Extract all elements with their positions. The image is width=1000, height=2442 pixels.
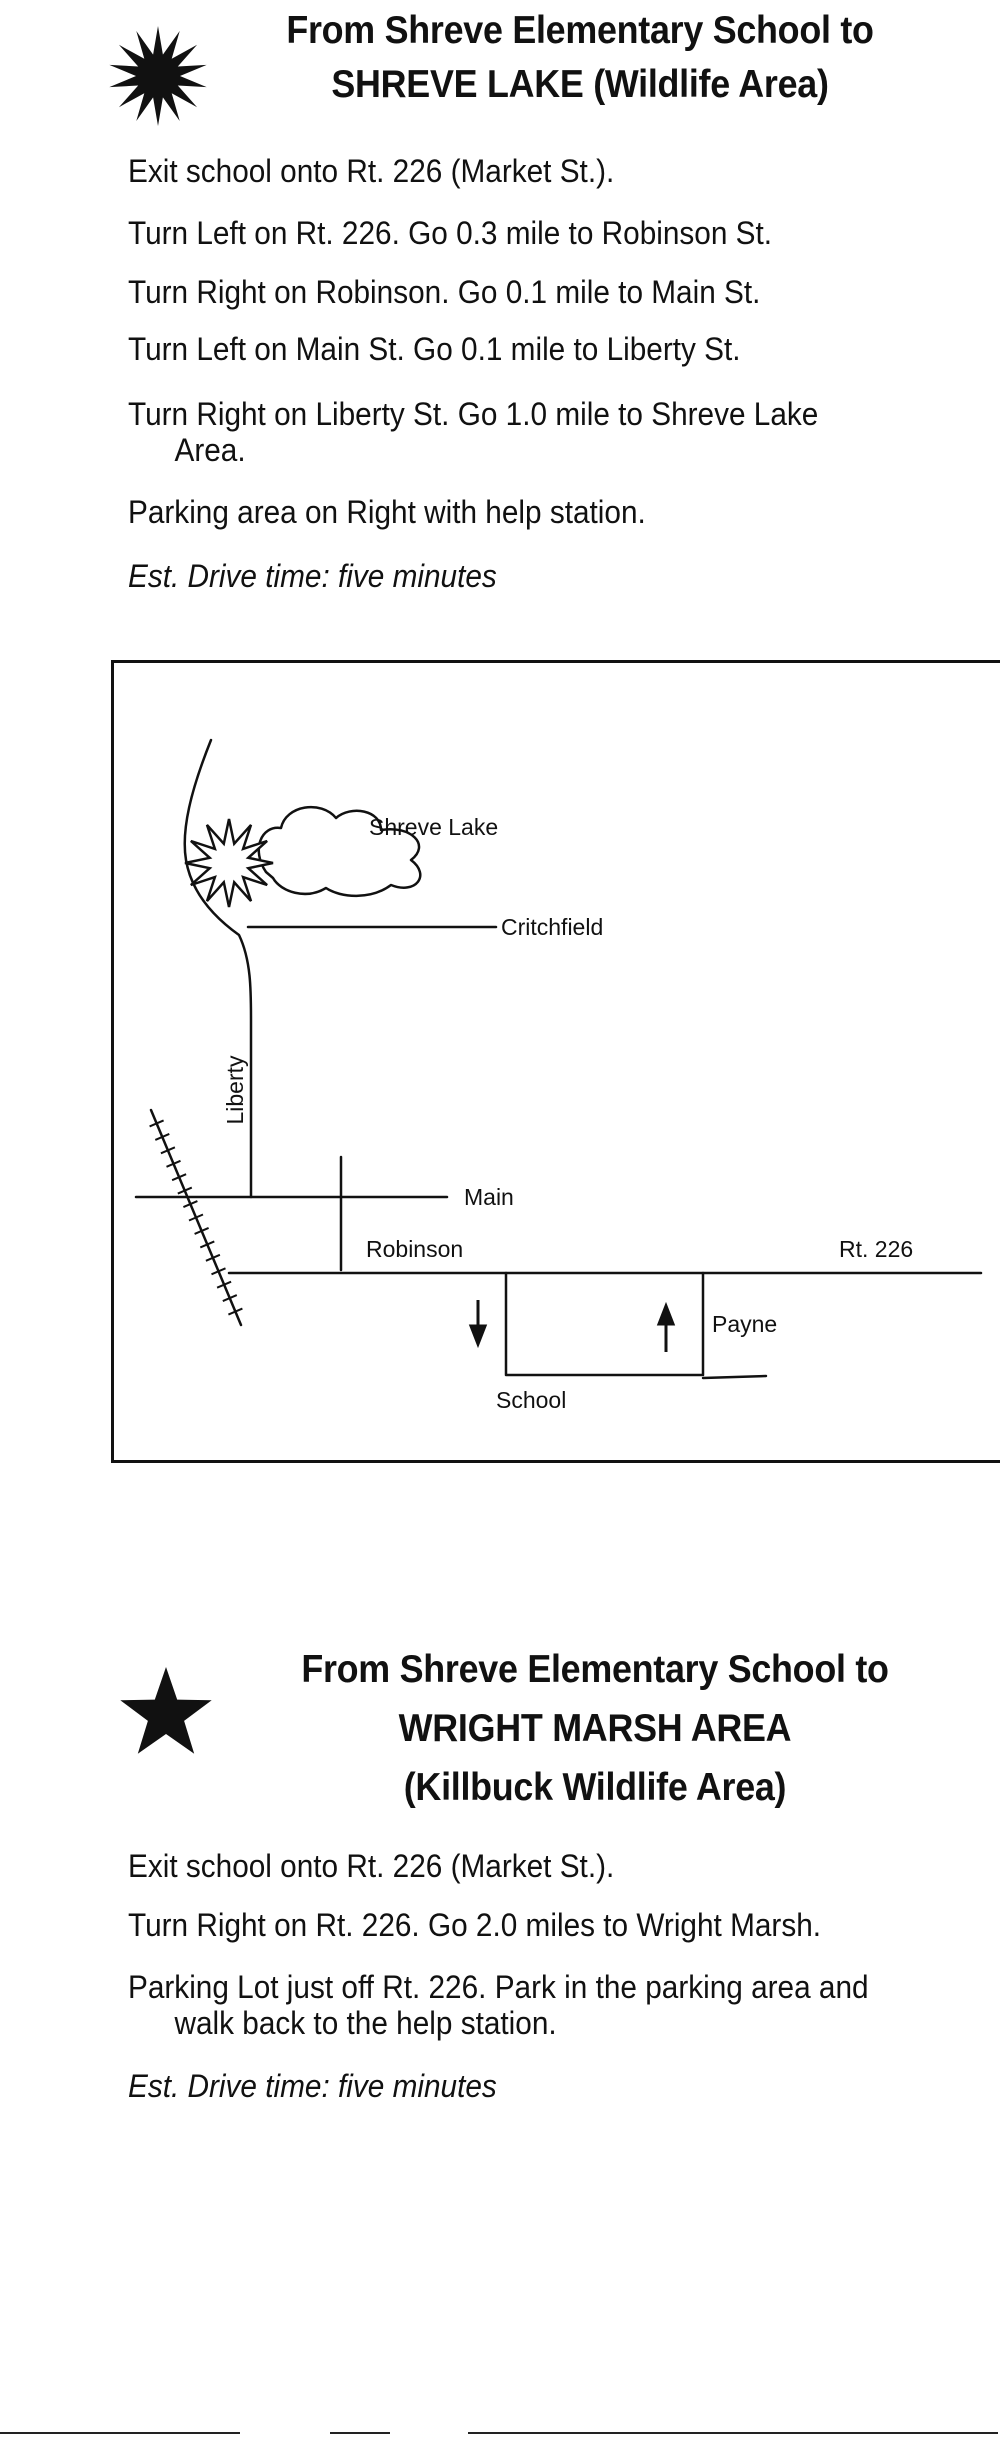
section1-step-5: [128, 396, 818, 468]
section2-step-2: Turn Right on Rt. 226. Go 2.0 miles to Wright Marsh.: [128, 1907, 822, 1943]
section1-step-1: Exit school onto Rt. 226 (Market St.).: [128, 153, 615, 189]
section2-parking: [128, 1969, 869, 2041]
arrow-up-icon: [659, 1306, 673, 1352]
school-label: School: [496, 1387, 567, 1413]
robinson-label: Robinson: [366, 1236, 464, 1262]
liberty-road: [185, 740, 251, 1197]
starburst-icon: [106, 24, 210, 128]
section2-drive-time: Est. Drive time: five minutes: [128, 2068, 497, 2104]
section1-step-3: Turn Right on Robinson. Go 0.1 mile to Main St.: [128, 274, 761, 310]
route-map: [111, 660, 1000, 1463]
footer-rule-1: [0, 2432, 240, 2434]
section1-parking: Parking area on Right with help station.: [128, 494, 646, 530]
section2-title-line1: From Shreve Elementary School to: [301, 1648, 889, 1691]
section2-step-1: Exit school onto Rt. 226 (Market St.).: [128, 1848, 615, 1884]
section2-parking-line1: Parking Lot just off Rt. 226. Park in the parking area and: [128, 1969, 869, 2005]
section1-step-2: Turn Left on Rt. 226. Go 0.3 mile to Robinson St.: [128, 215, 773, 251]
payne-label: Payne: [712, 1311, 778, 1337]
section1-step-4: Turn Left on Main St. Go 0.1 mile to Liberty St.: [128, 331, 741, 367]
rt226-label: Rt. 226: [839, 1236, 914, 1262]
section2-title-line2: WRIGHT MARSH AREA: [398, 1707, 792, 1750]
section1-title-line1: From Shreve Elementary School to: [286, 9, 874, 52]
footer-rule-3: [468, 2432, 998, 2434]
section1-step-5-line1: Turn Right on Liberty St. Go 1.0 mile to Shreve Lake: [128, 396, 819, 432]
star-icon: [118, 1665, 214, 1761]
liberty-label: Liberty: [222, 1055, 248, 1125]
arrow-down-icon: [471, 1300, 485, 1344]
section1-title: [217, 4, 944, 112]
section1-drive-time: Est. Drive time: five minutes: [128, 558, 497, 594]
payne-road: [703, 1376, 766, 1378]
section2-title-line3: (Killbuck Wildlife Area): [403, 1766, 787, 1809]
critchfield-label: Critchfield: [501, 914, 604, 940]
main-label: Main: [464, 1184, 514, 1210]
footer-rule-2: [330, 2432, 390, 2434]
section2-parking-line2: walk back to the help station.: [174, 2005, 557, 2041]
section2-title: [232, 1640, 959, 1817]
section1-step-5-line2: Area.: [174, 432, 246, 468]
shreve-lake-label: Shreve Lake: [369, 814, 499, 840]
section1-title-line2: SHREVE LAKE (Wildlife Area): [331, 63, 829, 106]
